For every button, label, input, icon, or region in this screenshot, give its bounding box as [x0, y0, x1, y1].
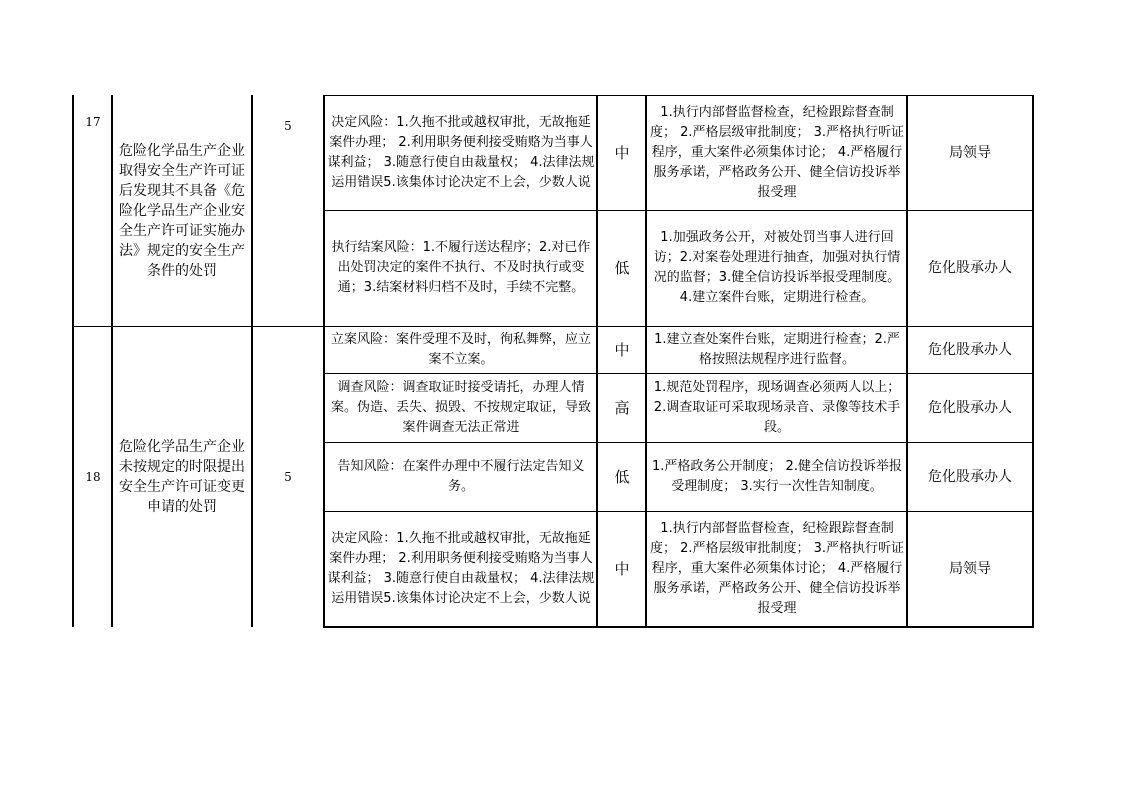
row-17-risk-1-measures: 1.执行内部督监督检查，纪检跟踪督查制度； 2.严格层级审批制度； 3.严格执行听证程序，重大案件必须集体讨论； 4.严格履行服务承诺，严格政务公开、健全信访投诉举报受理 — [649, 105, 905, 200]
row-17-risk-2-level: 低 — [614, 259, 630, 277]
row-18-risk-4-owner: 局领导 — [949, 561, 991, 577]
grid-line-h5 — [323, 511, 1034, 512]
grid-line-h2 — [72, 326, 1034, 327]
row-17-score: 5 — [284, 119, 292, 133]
grid-line-right — [1032, 95, 1034, 628]
row-18-risk-1-measures: 1.建立查处案件台账，定期进行检查；2.严格按照法规程序进行监督。 — [654, 332, 900, 367]
grid-line-top — [323, 95, 1034, 96]
row-18-risk-1-owner: 危化股承办人 — [928, 342, 1012, 358]
grid-line-v6 — [906, 95, 908, 628]
row-18-risk-1-desc: 立案风险：案件受理不及时，徇私舞弊，应立案不立案。 — [330, 332, 591, 367]
row-18-risk-4-desc: 决定风险：1.久拖不批或越权审批，无故拖延案件办理； 2.利用职务便利接受贿赂为当事人谋利益； 3.随意行使自由裁量权； 4.法律法规运用错误5.该集体讨论决定不上会，少数人说 — [327, 531, 595, 606]
row-18-risk-2-owner: 危化股承办人 — [928, 400, 1012, 416]
grid-line-h3 — [323, 373, 1034, 374]
row-17-seq: 17 — [85, 115, 101, 129]
row-17-risk-1-level: 中 — [614, 144, 630, 162]
row-17-risk-2-owner: 危化股承办人 — [928, 260, 1012, 276]
row-17-risk-2-measures: 1.加强政务公开，对被处罚当事人进行回访；2.对案卷处理进行抽查，加强对执行情况的监督；3.健全信访投诉举报受理制度。4.建立案件台账，定期进行检查。 — [653, 230, 901, 305]
row-18-risk-3-desc: 告知风险：在案件办理中不履行法定告知义务。 — [337, 459, 585, 494]
grid-line-h1 — [323, 210, 1034, 211]
row-17-risk-1-desc: 决定风险：1.久拖不批或越权审批，无故拖延案件办理； 2.利用职务便利接受贿赂为当事人谋利益； 3.随意行使自由裁量权； 4.法律法规运用错误5.该集体讨论决定不上会，少数人说 — [327, 115, 595, 190]
grid-line-left — [72, 95, 74, 627]
row-17-item: 危险化学品生产企业取得安全生产许可证后发现其不具备《危险化学品生产企业安全生产许可证实施办法》规定的安全生产条件的处罚 — [119, 143, 245, 279]
row-18-risk-3-measures: 1.严格政务公开制度； 2.健全信访投诉举报受理制度； 3.实行一次性告知制度。 — [652, 459, 902, 494]
row-18-risk-3-level: 低 — [614, 468, 630, 486]
row-18-risk-4-measures: 1.执行内部督监督检查，纪检跟踪督查制度； 2.严格层级审批制度； 3.严格执行听证程序，重大案件必须集体讨论； 4.严格履行服务承诺，严格政务公开、健全信访投诉举报受理 — [649, 521, 905, 616]
row-18-risk-1-level: 中 — [614, 341, 630, 359]
row-17-risk-1-owner: 局领导 — [949, 145, 991, 161]
grid-line-v5 — [645, 95, 647, 628]
row-18-risk-4-level: 中 — [614, 560, 630, 578]
grid-line-v2 — [251, 95, 253, 627]
grid-line-v1 — [111, 95, 113, 627]
row-18-item: 危险化学品生产企业未按规定的时限提出安全生产许可证变更申请的处罚 — [119, 439, 245, 515]
row-17-risk-2-desc: 执行结案风险：1.不履行送达程序；2.对已作出处罚决定的案件不执行、不及时执行或变通；3.结案材料归档不及时，手续不完整。 — [331, 240, 591, 295]
grid-line-h4 — [323, 442, 1034, 443]
grid-line-v4 — [596, 95, 598, 628]
row-18-seq: 18 — [85, 470, 101, 484]
row-18-risk-2-desc: 调查风险：调查取证时接受请托，办理人情案。伪造、丢失、损毁、不按规定取证，导致案件调查无法正常进 — [330, 380, 591, 435]
row-18-risk-2-level: 高 — [614, 399, 630, 417]
row-18-risk-3-owner: 危化股承办人 — [928, 469, 1012, 485]
grid-line-bottom — [323, 626, 1034, 628]
row-18-risk-2-measures: 1.规范处罚程序，现场调查必须两人以上；2.调查取证可采取现场录音、录像等技术手段。 — [653, 380, 901, 435]
grid-line-v3 — [323, 95, 325, 628]
row-18-score: 5 — [284, 470, 292, 484]
